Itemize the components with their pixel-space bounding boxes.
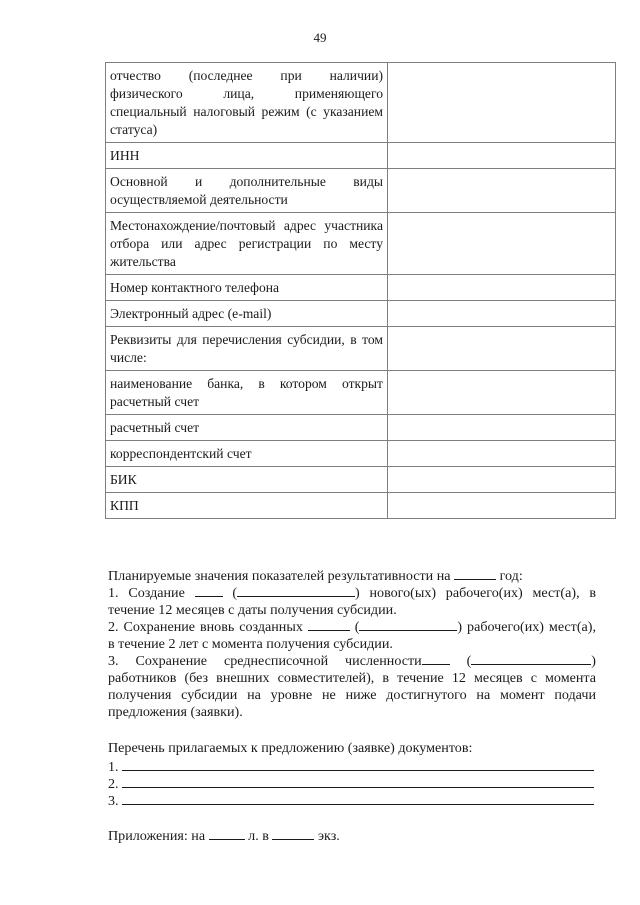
row-label-account: расчетный счет bbox=[106, 415, 388, 441]
row-value-activities[interactable] bbox=[388, 169, 616, 213]
row-label-patronymic: отчество (последнее при наличии) физического лица, применяющего специальный налоговый режим (с указанием статуса) bbox=[106, 63, 388, 143]
row-value-inn[interactable] bbox=[388, 143, 616, 169]
row-label-address: Местонахождение/почтовый адрес участника отбора или адрес регистрации по месту жительства bbox=[106, 213, 388, 275]
appendix-copies-blank[interactable] bbox=[272, 826, 314, 840]
document-item-blank[interactable] bbox=[122, 757, 594, 771]
year-blank[interactable] bbox=[454, 566, 496, 580]
row-value-email[interactable] bbox=[388, 301, 616, 327]
appendix-sheets-blank[interactable] bbox=[209, 826, 245, 840]
indicator-2-tail: ) рабочего(их) мест(а), в течение 2 лет с момента получения субсидии. bbox=[108, 619, 596, 652]
row-label-inn: ИНН bbox=[106, 143, 388, 169]
row-label-corr-account: корреспондентский счет bbox=[106, 441, 388, 467]
row-value-kpp[interactable] bbox=[388, 493, 616, 519]
row-label-activities: Основной и дополнительные виды осуществляемой деятельности bbox=[106, 169, 388, 213]
table-row bbox=[106, 467, 616, 493]
row-label-email: Электронный адрес (e-mail) bbox=[106, 301, 388, 327]
appendix-prefix: Приложения: на bbox=[108, 828, 206, 844]
row-label-kpp: КПП bbox=[106, 493, 388, 519]
table-row bbox=[106, 327, 616, 371]
indicator-1-paren-open: ( bbox=[232, 585, 238, 601]
row-value-account[interactable] bbox=[388, 415, 616, 441]
row-value-requisites[interactable] bbox=[388, 327, 616, 371]
table-row bbox=[106, 301, 616, 327]
indicator-1-number-blank[interactable] bbox=[195, 583, 223, 597]
row-value-phone[interactable] bbox=[388, 275, 616, 301]
table-row bbox=[106, 169, 616, 213]
indicator-item-2 bbox=[108, 617, 596, 653]
indicators-heading-year-label: год: bbox=[499, 568, 523, 584]
row-label-requisites: Реквизиты для перечисления субсидии, в том числе: bbox=[106, 327, 388, 371]
row-label-bank-name: наименование банка, в котором открыт расчетный счет bbox=[106, 371, 388, 415]
appendix-line bbox=[108, 826, 340, 845]
appendix-suffix: экз. bbox=[317, 828, 340, 844]
table-row bbox=[106, 63, 616, 143]
document-line bbox=[108, 791, 594, 810]
appendix-middle: л. в bbox=[248, 828, 269, 844]
row-label-phone: Номер контактного телефона bbox=[106, 275, 388, 301]
indicator-3-tail: ) работников (без внешних совместителей), в течение 12 месяцев с момента получения субсидии на уровне не ниже достигнутого на момент подачи предложения (заявки). bbox=[108, 653, 596, 720]
indicator-3-number-blank[interactable] bbox=[422, 651, 450, 665]
indicator-2-words-blank[interactable] bbox=[359, 617, 457, 631]
indicator-2-lead: 2. Сохранение вновь созданных bbox=[108, 619, 303, 635]
applicant-details-table bbox=[105, 62, 616, 519]
indicator-3-lead: 3. Сохранение среднесписочной численности bbox=[108, 653, 422, 669]
table-row bbox=[106, 441, 616, 467]
document-item-blank[interactable] bbox=[122, 791, 594, 805]
document-item-blank[interactable] bbox=[122, 774, 594, 788]
table-row bbox=[106, 493, 616, 519]
indicator-2-number-blank[interactable] bbox=[308, 617, 350, 631]
document-item-number: 3. bbox=[108, 793, 119, 809]
page-number: 49 bbox=[313, 30, 327, 45]
row-value-corr-account[interactable] bbox=[388, 441, 616, 467]
indicator-3-paren-open: ( bbox=[466, 653, 472, 669]
indicator-item-3 bbox=[108, 651, 596, 721]
table-row bbox=[106, 371, 616, 415]
row-value-patronymic[interactable] bbox=[388, 63, 616, 143]
indicator-2-paren-open: ( bbox=[354, 619, 360, 635]
row-value-address[interactable] bbox=[388, 213, 616, 275]
document-item-number: 1. bbox=[108, 759, 119, 775]
table-row bbox=[106, 213, 616, 275]
indicator-1-tail: ) нового(ых) рабочего(их) мест(а), в течение 12 месяцев с даты получения субсидии. bbox=[108, 585, 596, 618]
indicator-3-words-blank[interactable] bbox=[471, 651, 591, 665]
documents-heading: Перечень прилагаемых к предложению (заявке) документов: bbox=[108, 740, 473, 756]
row-label-bik: БИК bbox=[106, 467, 388, 493]
table-row bbox=[106, 143, 616, 169]
indicator-1-lead: 1. Создание bbox=[108, 585, 185, 601]
table-row bbox=[106, 415, 616, 441]
document-item-number: 2. bbox=[108, 776, 119, 792]
indicator-item-1 bbox=[108, 583, 596, 619]
row-value-bank-name[interactable] bbox=[388, 371, 616, 415]
table-row bbox=[106, 275, 616, 301]
row-value-bik[interactable] bbox=[388, 467, 616, 493]
indicators-heading-text: Планируемые значения показателей результативности на bbox=[108, 568, 451, 584]
indicator-1-words-blank[interactable] bbox=[237, 583, 355, 597]
